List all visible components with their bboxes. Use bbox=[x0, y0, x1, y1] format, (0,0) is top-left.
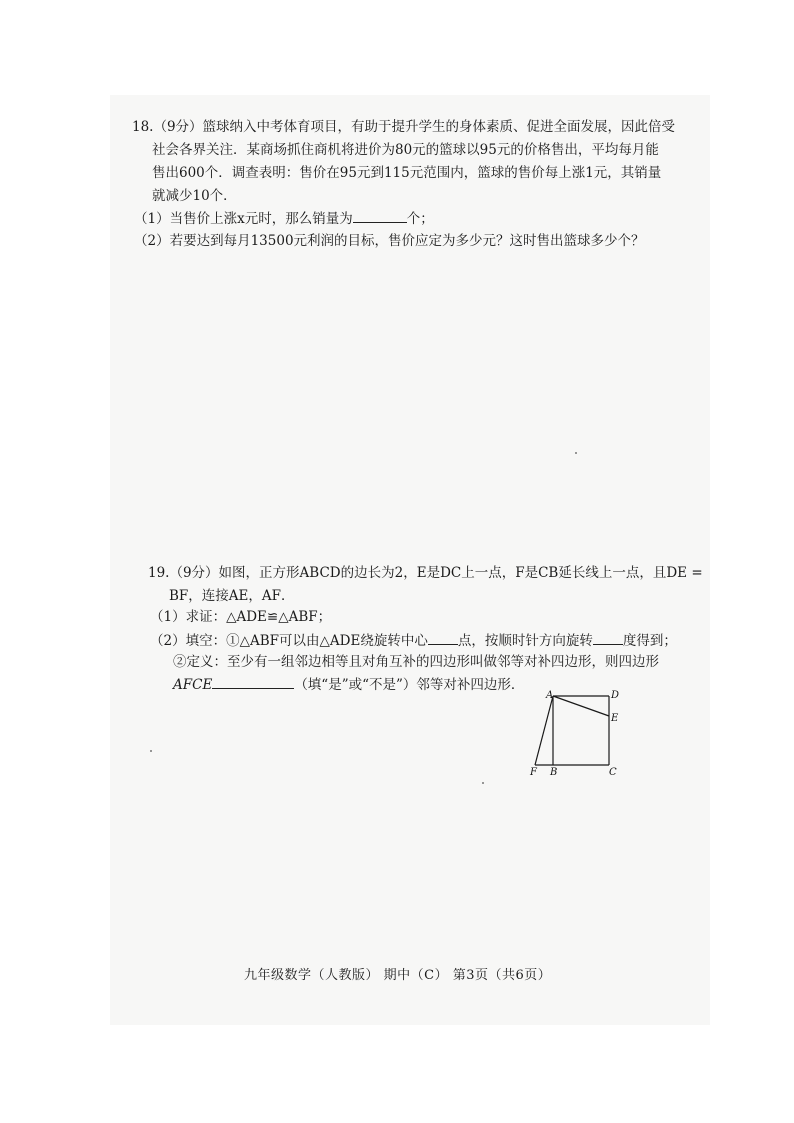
point-label-D: D bbox=[611, 690, 620, 701]
q18-line-3: 售出600个．调查表明：售价在95元到115元范围内，篮球的售价每上涨1元，其销量 bbox=[152, 165, 662, 181]
q18-sub1-suffix: 个； bbox=[406, 211, 434, 227]
q19-line-2: BF，连接AE，AF． bbox=[169, 588, 295, 604]
quadrilateral-name: AFCE bbox=[173, 677, 213, 693]
point-label-C: C bbox=[609, 767, 617, 778]
answer-blank bbox=[593, 630, 623, 645]
q19-sub2-middle: 点，按顺时针方向旋转 bbox=[457, 633, 593, 649]
q18-sub1-text: （1）当售价上涨x元时，那么销量为 bbox=[134, 211, 353, 227]
segment-AE bbox=[553, 696, 609, 716]
scan-speck bbox=[150, 750, 152, 752]
point-label-E: E bbox=[611, 713, 619, 724]
segment-AF bbox=[535, 696, 553, 765]
q18-line-2: 社会各界关注．某商场抓住商机将进价为80元的篮球以95元的价格售出，平均每月能 bbox=[152, 142, 659, 158]
q18-line-4: 就减少10个． bbox=[152, 188, 237, 204]
q18-line-1: 18.（9分）篮球纳入中考体育项目，有助于提升学生的身体素质、促进全面发展，因此倍受 bbox=[132, 119, 676, 135]
answer-blank bbox=[428, 630, 458, 645]
point-label-A: A bbox=[546, 690, 554, 701]
q19-line-1: 19.（9分）如图，正方形ABCD的边长为2，E是DC上一点，F是CB延长线上一点，且DE = bbox=[148, 565, 703, 581]
q19-sub2-text: （2）填空：①△ABF可以由△ADE绕旋转中心 bbox=[150, 633, 428, 649]
q19-sub2-suffix: 度得到； bbox=[622, 633, 677, 649]
q19-definition-line-2 bbox=[173, 674, 524, 695]
geometry-figure bbox=[520, 685, 630, 780]
q19-definition-suffix: （填“是”或“不是”）邻等对补四边形． bbox=[294, 677, 525, 693]
q18-subquestion-1 bbox=[134, 208, 434, 229]
q19-subquestion-2 bbox=[150, 630, 677, 651]
answer-blank bbox=[353, 208, 407, 223]
point-label-F: F bbox=[530, 767, 537, 778]
page-footer: 九年级数学（人教版） 期中（C） 第3页（共6页） bbox=[244, 968, 552, 983]
scan-speck bbox=[575, 452, 577, 454]
answer-blank bbox=[212, 674, 294, 689]
q19-definition-line-1: ②定义：至少有一组邻边相等且对角互补的四边形叫做邻等对补四边形，则四边形 bbox=[173, 654, 659, 670]
point-label-B: B bbox=[550, 767, 558, 778]
q19-subquestion-1: （1）求证：△ADE≌△ABF； bbox=[150, 609, 332, 625]
scan-speck bbox=[482, 782, 484, 784]
q18-subquestion-2: （2）若要达到每月13500元利润的目标，售价应定为多少元？这时售出篮球多少个？ bbox=[134, 233, 645, 249]
